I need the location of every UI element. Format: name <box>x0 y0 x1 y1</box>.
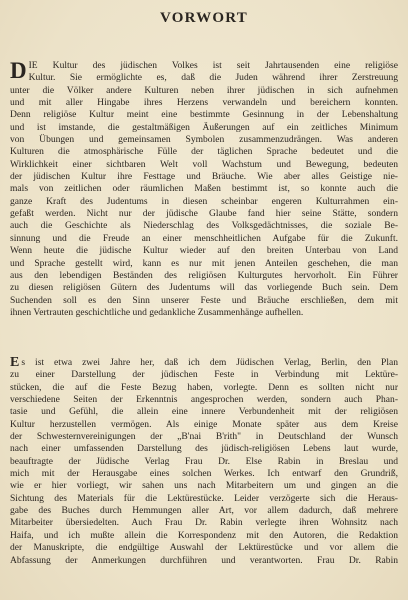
text-line: Wenn heute die jüdische Kultur wieder auf den breiten Unterbau von Land <box>10 245 398 257</box>
text-line: s ist etwa zwei Jahre her, daß ich dem Jüdischen Verlag, Berlin, den Plan <box>21 357 398 368</box>
text-line: Haifa, und ich mußte allein die Korrespondenz mit den Autoren, die Redaktion <box>10 529 398 541</box>
page-title: VORWORT <box>160 10 248 26</box>
text-line: Wirklichkeit einer sichtbaren Welt voll Wachstum und Bewegung, bedeuten <box>10 158 398 170</box>
text-line: und mit aller Hingabe ihres Herzens verwandeln und bereichern konnten. <box>10 97 398 109</box>
text-line: Abfassung der Anmerkungen durchführen und verantworten. Frau Dr. Rabin <box>10 554 398 566</box>
text-line: der jüdischen Kultur ihre Festtage und Bräuche. Wie aber alles Geistige nie- <box>10 171 398 183</box>
text-line: beauftragte der Jüdische Verlag Frau Dr. Else Rabin in Breslau und <box>10 455 398 467</box>
text-line: zu einer Darstellung der jüdischen Feste in Verbindung mit Lektüre- <box>10 369 398 381</box>
text-line: Sichtung des Materials für die Lektürestücke. Leider verzögerte sich die Heraus- <box>10 492 398 504</box>
paragraph-1 <box>10 60 398 319</box>
text-line: Mitarbeiter übersiedelten. Auch Frau Dr. Rabin verlegte ihren Wohnsitz nach <box>10 517 398 529</box>
text-line: gefaßt werden. Nicht nur der jüdische Glaube fand hier seine Stätte, sondern <box>10 208 398 220</box>
text-line: IE Kultur des jüdischen Volkes ist seit Jahrtausenden eine religiöse <box>28 60 398 71</box>
text-line: stücken, die auf die Feste Bezug haben, vorlegte. Denn es sollten nicht nur <box>10 381 398 393</box>
text-line: der Manuskripte, die endgültige Auswahl der Lektürestücke und vor allem die <box>10 542 398 554</box>
text-line: mals von zeitlichen oder räumlichen Maßen bestimmt ist, so konnte auch die <box>10 183 398 195</box>
text-line: ganze Kraft des Judentums in diesen scheinbar engeren Kulturrahmen ein- <box>10 195 398 207</box>
text-line: Suchenden soll es den Sinn unserer Feste und Bräuche erschließen, dem mit <box>10 294 398 306</box>
text-line: zu diesen religiösen Gütern des Judentums will das vorliegende Buch sein. Dem <box>10 282 398 294</box>
text-line: wie er hier vorliegt, wir sahen uns nach Mitarbeitern um und gingen an die <box>10 480 398 492</box>
text-line: unter die Völker andere Kulturen neben ihrer jüdischen in sich aufnehmen <box>10 84 398 96</box>
text-line: Denn religiöse Kultur meint eine bestimmte Gesinnung in der Lebenshaltung <box>10 109 398 121</box>
text-line: von Übungen und gemeinsamen Symbolen zusammenzudrängen. Was anderen <box>10 134 398 146</box>
text-line: auch die Geschichte als Niederschlag des Volksgedächtnisses, die soziale Be- <box>10 220 398 232</box>
paragraph-2 <box>10 357 398 567</box>
text-line: der Schwesternvereinigungen der „B'nai B'rith" in Deutschland der Wunsch <box>10 431 398 443</box>
text-line: Kultur herzustellen vermögen. Als einige Monate später aus dem Kreise <box>10 418 398 430</box>
text-line: tasie und Gefühl, die allein eine innere Verbundenheit mit der religiösen <box>10 406 398 418</box>
text-line: und Sprache gestellt wird, kann es nur mit jenen Anteilen geschehen, die man <box>10 257 398 269</box>
text-line: ihnen Vertrauten geschichtliche und gedankliche Zusammenhänge aufhellen. <box>10 306 304 318</box>
text-line: gabe des Buches durch Hemmungen aller Art, vor allem dadurch, daß mehrere <box>10 505 398 517</box>
text-line: und ist imstande, die gestaltmäßigen Äußerungen auf ein zeitliches Minimum <box>10 121 398 133</box>
text-line: Kulturen die atmosphärische Fülle der täglichen Sprache bedeutet und die <box>10 146 398 158</box>
drop-cap-initial: D <box>10 58 27 83</box>
text-line: Kultur. Sie ermöglichte es, daß die Juden während ihrer Zerstreuung <box>28 72 398 84</box>
text-line: aus den lebendigen Beständen des religiösen Kulturgutes hervorholt. Ein Führer <box>10 269 398 281</box>
text-line: verschiedene Seiten der Erkenntnis angesprochen werden, sondern auch Phan- <box>10 394 398 406</box>
drop-cap-initial: E <box>10 355 20 370</box>
text-line: sinnung und die Freude an einer menschheitlichen Aufgabe für die Zukunft. <box>10 232 398 244</box>
text-line: nach einer umfassenden Darstellung des jüdisch-religiösen Lebens laut wurde, <box>10 443 398 455</box>
text-line: mich mit der Herausgabe eines solchen Werkes. Ich entwarf den Grundriß, <box>10 468 398 480</box>
